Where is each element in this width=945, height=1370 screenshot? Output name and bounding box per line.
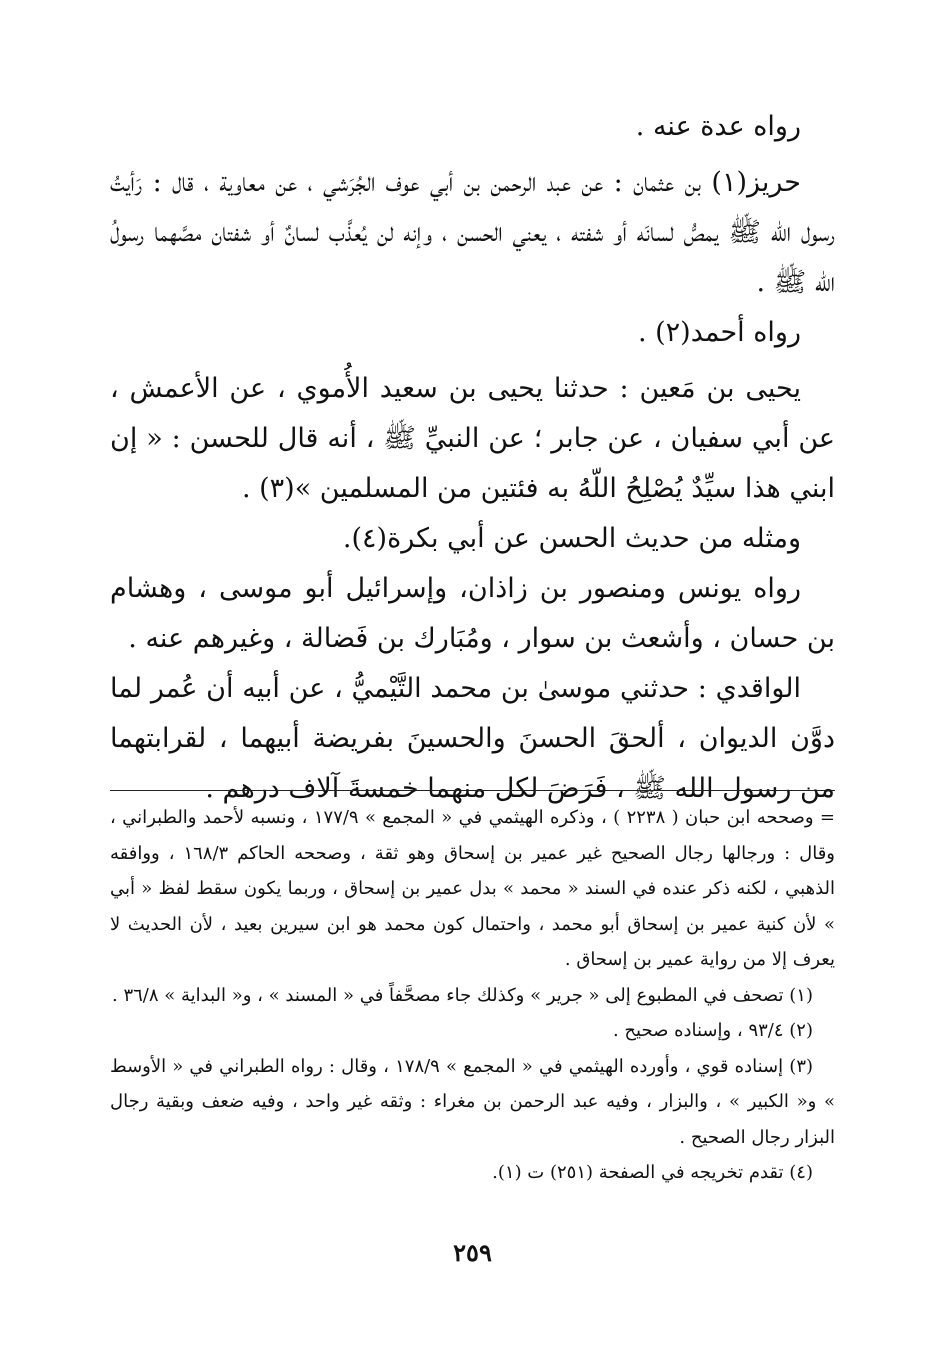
page-number: ٢٥٩ (453, 1238, 492, 1267)
footnote: (١) تصحف في المطبوع إلى « جرير » وكذلك جاء مصحَّفاً في « المسند » ، و« البداية » ٣٦/٨ . (111, 984, 813, 1006)
paragraph: رواه أحمد(٢) . (637, 317, 801, 348)
paragraph: يحيى بن مَعين : حدثنا يحيى بن سعيد الأُموي ، عن الأعمش ، عن أبي سفيان ، عن جابر ؛ عن النبيِّ ﷺ ، أنه قال للحسن : « إن ابني هذا سيِّدٌ يُصْلِحُ اللّهُ به فئتين من المسلمين »(٣) . (110, 373, 835, 504)
footnote: (٣) إسناده قوي ، وأورده الهيثمي في « المجمع » ١٧٨/٩ ، وقال : رواه الطبراني في « الأوسط » و« الكبير » ، والبزار ، وفيه عبد الرحمن بن مغراء : وثقه غير واحد ، وفيه ضعف وبقية رجال البزار رجال الصحيح . (110, 1055, 835, 1148)
paragraph: رواه يونس ومنصور بن زاذان، وإسرائيل أبو موسى ، وهشام بن حسان ، وأشعث بن سوار ، ومُبَارك بن فَضالة ، وغيرهم عنه . (110, 573, 835, 654)
footnote-divider (110, 790, 835, 791)
main-text (110, 102, 835, 814)
paragraph: الواقدي : حدثني موسىٰ بن محمد التَّيْميُّ ، عن أبيه أن عُمر لما دوَّن الديوان ، ألحقَ الحسنَ والحسينَ بفريضة أبيهما ، لقرابتهما من رسول الله ﷺ ، فَرَضَ لكل منهما خمسةَ آلاف درهم . (110, 673, 835, 804)
paragraph: ومثله من حديث الحسن عن أبي بكرة(٤). (342, 523, 801, 554)
paragraph: رواه عدة عنه . (635, 111, 801, 142)
footnote: (٢) ٩٣/٤ ، وإسناده صحيح . (612, 1020, 813, 1041)
footnotes (110, 800, 835, 1191)
footnote-continuation: = وصححه ابن حبان ( ٢٢٣٨ ) ، وذكره الهيثمي في « المجمع » ١٧٧/٩ ، ونسبه لأحمد والطبراني ، وقال : ورجالها رجال الصحيح غير عمير بن إسحاق وهو ثقة ، وصححه الحاكم ١٦٨/٣ ، ووافقه الذهبي ، لكنه ذكر عنده في السند « محمد » بدل عمير بن إسحاق ، وربما يكون سقط لفظ « أبي » لأن كنية عمير بن إسحاق أبو محمد ، واحتمال كون محمد هو ابن سيرين بعيد ، لأن الحديث لا يعرف إلا من رواية عمير بن إسحاق . (110, 807, 836, 970)
footnote: (٤) تقدم تخريجه في الصفحة (٢٥١) ت (١). (492, 1162, 813, 1183)
paragraph: حريز(١) بن عثمان : عن عبد الرحمن بن أبي عوف الجُرَشي ، عن معاوية ، قال : رَأيتُ رسول الله ﷺ يمصُّ لسانَه أو شفته ، يعني الحسن ، وإنه لن يُعذَّب لسانٌ أو شفتان مصَّهما رسولُ الله ﷺ . (110, 167, 835, 298)
